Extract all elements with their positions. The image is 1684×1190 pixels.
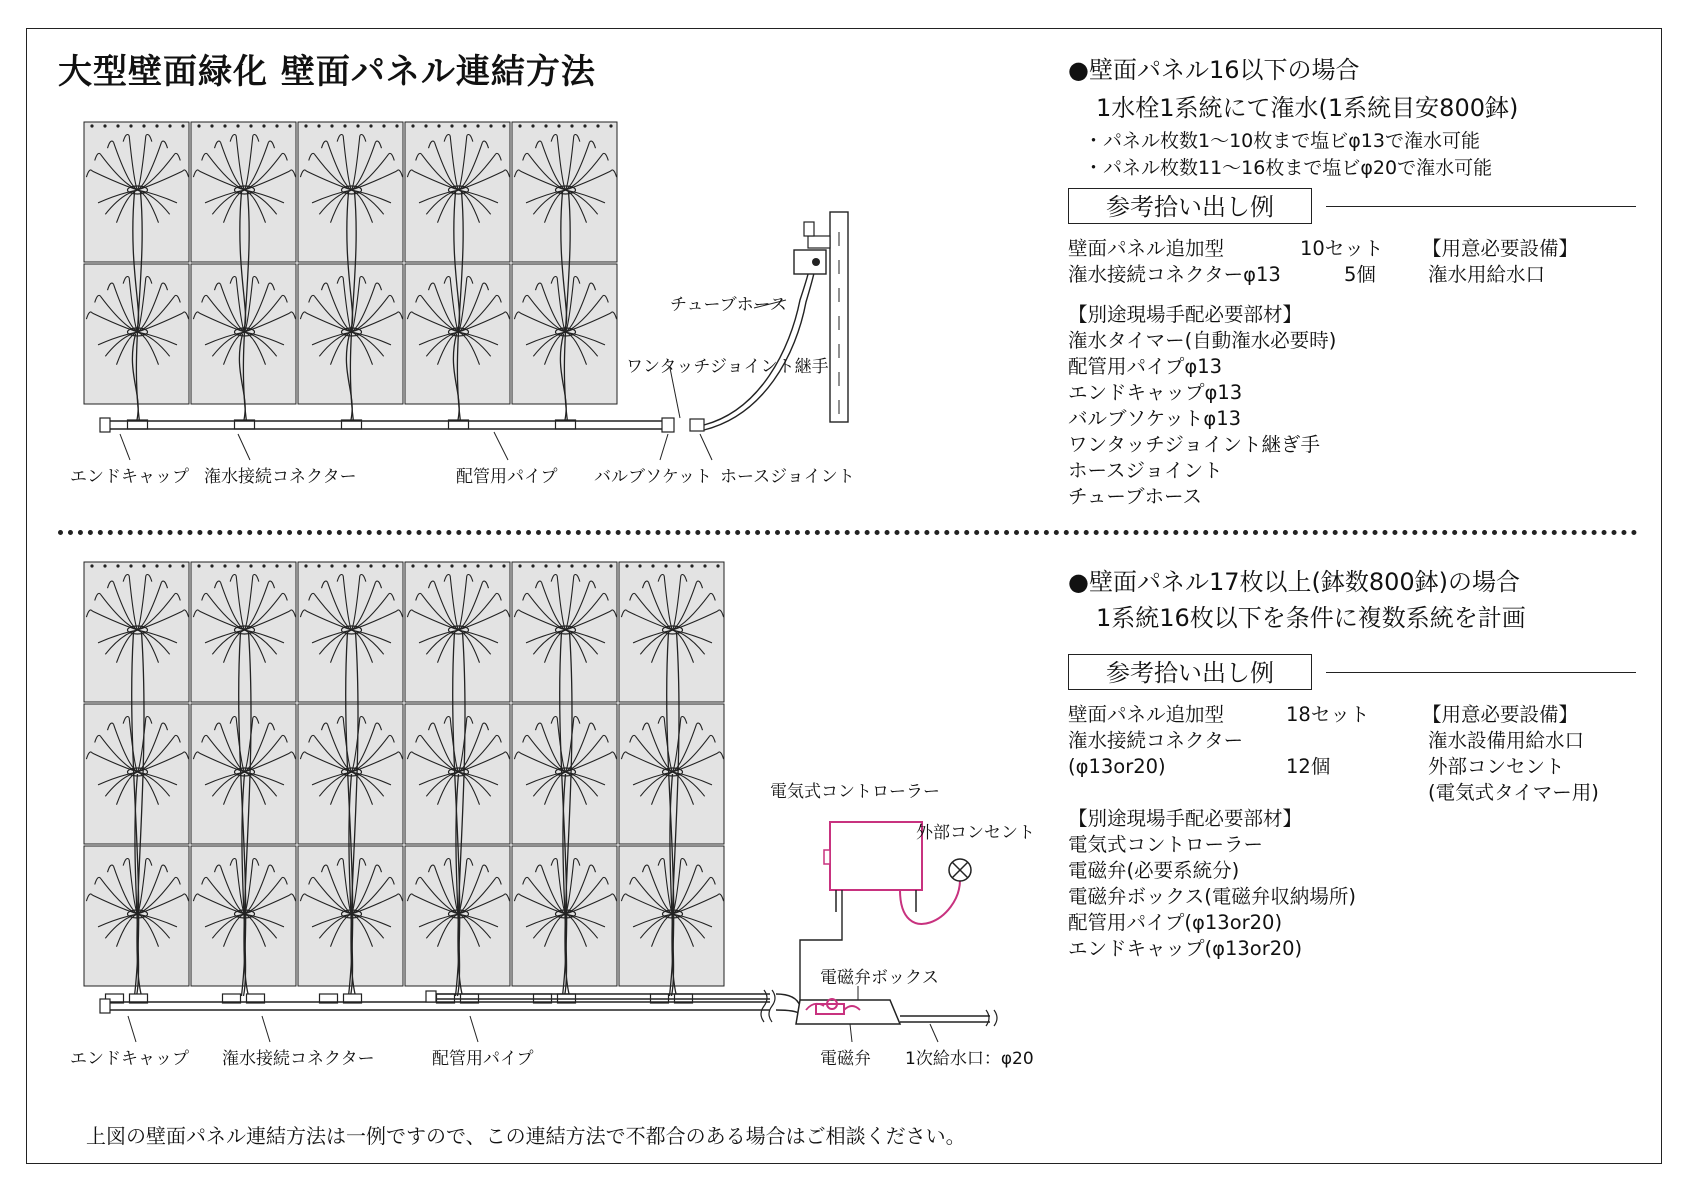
label-connector-2: 潅水接続コネクター (222, 1049, 375, 1069)
hanging-hook (690, 564, 693, 567)
section1-item-qty: 5個 (1344, 263, 1376, 286)
hanging-hook (382, 564, 385, 567)
hanging-hook (609, 564, 612, 567)
hanging-hook (489, 124, 492, 127)
hanging-hook (557, 564, 560, 567)
label-outlet: 外部コンセント (916, 823, 1035, 843)
section2-equip-item: 外部コンセント (1428, 755, 1565, 778)
section2-item-name: 壁面パネル追加型 (1068, 703, 1225, 726)
hanging-hook (223, 564, 226, 567)
hanging-hook (288, 124, 291, 127)
label-pipe-2: 配管用パイプ (432, 1049, 534, 1069)
hanging-hook (249, 124, 252, 127)
section1-extra-item: 潅水タイマー(自動潅水必要時) (1068, 329, 1337, 352)
hanging-hook (411, 564, 414, 567)
controller-latch (824, 850, 830, 864)
wall-panel (298, 562, 403, 702)
wall-panel (84, 122, 189, 262)
hanging-hook (625, 564, 628, 567)
hanging-hook (304, 124, 307, 127)
section2-equip-title: 【用意必要設備】 (1422, 703, 1579, 726)
hanging-hook (90, 564, 93, 567)
hanging-hook (168, 564, 171, 567)
hanging-hook (210, 124, 213, 127)
section2-item-name: (φ13or20) (1068, 755, 1166, 778)
hanging-hook (116, 564, 119, 567)
hanging-hook (489, 564, 492, 567)
section2-rule (1326, 672, 1636, 673)
hanging-hook (518, 124, 521, 127)
section1-item-name: 潅水接続コネクターφ13 (1068, 263, 1281, 286)
hanging-hook (450, 124, 453, 127)
hanging-hook (223, 124, 226, 127)
hanging-hook (570, 564, 573, 567)
hanging-hook (236, 564, 239, 567)
hanging-hook (502, 564, 505, 567)
wall-panel (619, 562, 724, 702)
wall-panel (298, 122, 403, 262)
hanging-hook (651, 564, 654, 567)
hanging-hook (411, 124, 414, 127)
hanging-hook (638, 564, 641, 567)
end-cap (426, 991, 436, 1002)
hanging-hook (557, 124, 560, 127)
hanging-hook (369, 564, 372, 567)
hanging-hook (262, 124, 265, 127)
hanging-hook (424, 564, 427, 567)
hanging-hook (142, 124, 145, 127)
hanging-hook (181, 124, 184, 127)
timer-dial (812, 258, 820, 266)
section2-extra-item: 配管用パイプ(φ13or20) (1068, 911, 1283, 934)
hanging-hook (330, 564, 333, 567)
wall-panel (405, 562, 510, 702)
timer-box (794, 250, 826, 274)
section-divider (58, 530, 1638, 535)
hanging-hook (544, 124, 547, 127)
section2-subheading: 1系統16枚以下を条件に複数系統を計画 (1096, 604, 1526, 632)
section2-equip-item: (電気式タイマー用) (1428, 781, 1599, 804)
hanging-hook (90, 124, 93, 127)
solenoid-valve-box (796, 1000, 900, 1024)
section1-box-label: 参考拾い出し例 (1068, 188, 1312, 224)
hanging-hook (262, 564, 265, 567)
section2-box-label: 参考拾い出し例 (1068, 654, 1312, 690)
hanging-hook (583, 124, 586, 127)
hanging-hook (596, 124, 599, 127)
hanging-hook (317, 564, 320, 567)
section1-item-name: 壁面パネル追加型 (1068, 237, 1225, 260)
hanging-hook (502, 124, 505, 127)
break-mark (986, 1010, 989, 1026)
section1-bullet: ・パネル枚数1～10枚まで塩ビφ13で潅水可能 (1084, 130, 1480, 152)
hanging-hook (703, 564, 706, 567)
section2-item-qty: 18セット (1286, 703, 1370, 726)
hanging-hook (356, 124, 359, 127)
section1-equip-title: 【用意必要設備】 (1422, 237, 1579, 260)
hanging-hook (168, 124, 171, 127)
hanging-hook (424, 124, 427, 127)
section2-extra-item: エンドキャップ(φ13or20) (1068, 937, 1303, 960)
hanging-hook (181, 564, 184, 567)
break-mark (761, 990, 767, 1022)
hanging-hook (343, 124, 346, 127)
wall-panel (405, 122, 510, 262)
section2-item-name: 潅水接続コネクター (1068, 729, 1244, 752)
hanging-hook (103, 124, 106, 127)
hanging-hook (609, 124, 612, 127)
section2-extra-item: 電気式コントローラー (1068, 833, 1264, 856)
wall-panel (84, 562, 189, 702)
wall-panel (512, 562, 617, 702)
wall-panel (191, 562, 296, 702)
hanging-hook (463, 564, 466, 567)
faucet-body (808, 236, 830, 248)
hanging-hook (275, 124, 278, 127)
hanging-hook (249, 564, 252, 567)
section2-equip-item: 潅水設備用給水口 (1428, 729, 1585, 752)
section1-extra-item: ホースジョイント (1068, 459, 1223, 482)
hanging-hook (236, 124, 239, 127)
hanging-hook (476, 124, 479, 127)
hanging-hook (103, 564, 106, 567)
leader-line (238, 434, 250, 460)
hanging-hook (304, 564, 307, 567)
section1-bullet: ・パネル枚数11～16枚まで塩ビφ20で潅水可能 (1084, 157, 1493, 179)
hanging-hook (450, 564, 453, 567)
leader-line (470, 1016, 478, 1042)
section1-extra-item: バルブソケットφ13 (1068, 407, 1242, 430)
hanging-hook (197, 124, 200, 127)
hanging-hook (677, 564, 680, 567)
pipe-bend (776, 994, 800, 1006)
pipe-bend (776, 1010, 800, 1014)
section1-item-qty: 10セット (1300, 237, 1384, 260)
label-solenoid-valve: 電磁弁 (820, 1049, 871, 1069)
label-valve-box: 電磁弁ボックス (820, 968, 939, 988)
hanging-hook (116, 124, 119, 127)
hanging-hook (129, 564, 132, 567)
hanging-hook (356, 564, 359, 567)
hanging-hook (544, 564, 547, 567)
leader-line (930, 1024, 938, 1042)
hanging-hook (275, 564, 278, 567)
label-endcap-2: エンドキャップ (70, 1049, 189, 1069)
end-cap (100, 418, 110, 432)
hanging-hook (395, 564, 398, 567)
label-onetouch-joint: ワンタッチジョイント継手 (626, 357, 829, 377)
section1-rule (1326, 206, 1636, 207)
leader-line (120, 434, 130, 460)
wall-panel (512, 122, 617, 262)
hanging-hook (382, 124, 385, 127)
hanging-hook (142, 564, 145, 567)
section2-extra-item: 電磁弁(必要系統分) (1068, 859, 1240, 882)
section1-equip-item: 潅水用給水口 (1428, 263, 1546, 286)
hanging-hook (518, 564, 521, 567)
label-pipe-1: 配管用パイプ (456, 467, 558, 487)
hanging-hook (288, 564, 291, 567)
hose-joint (690, 419, 704, 431)
section1-extra-item: ワンタッチジョイント継ぎ手 (1068, 433, 1320, 456)
hanging-hook (155, 124, 158, 127)
hanging-hook (395, 124, 398, 127)
hanging-hook (197, 564, 200, 567)
hanging-hook (531, 564, 534, 567)
footer-note: 上図の壁面パネル連結方法は一例ですので、この連結方法で不都合のある場合はご相談ください。 (86, 1124, 966, 1148)
section1-heading: ●壁面パネル16以下の場合 (1068, 56, 1360, 84)
label-primary-inlet: 1次給水口：φ20 (905, 1049, 1034, 1069)
leader-line (700, 434, 712, 460)
section2-extra-item: 電磁弁ボックス(電磁弁収納場所) (1068, 885, 1357, 908)
section1-subheading: 1水栓1系統にて潅水(1系統目安800鉢) (1096, 94, 1519, 122)
leader-line (850, 1024, 852, 1042)
hanging-hook (369, 124, 372, 127)
hanging-hook (716, 564, 719, 567)
hanging-hook (210, 564, 213, 567)
page-title: 大型壁面緑化 壁面パネル連結方法 (58, 52, 596, 92)
hanging-hook (437, 564, 440, 567)
label-valve-socket: バルブソケット (594, 467, 712, 487)
break-mark (994, 1010, 997, 1026)
wall-panel (191, 122, 296, 262)
hanging-hook (317, 124, 320, 127)
section1-extra-title: 【別途現場手配必要部材】 (1068, 303, 1303, 326)
label-endcap-1: エンドキャップ (70, 467, 189, 487)
hanging-hook (570, 124, 573, 127)
label-connector-1: 潅水接続コネクター (204, 467, 357, 487)
faucet-handle (804, 222, 814, 236)
end-cap (100, 999, 110, 1013)
hanging-hook (664, 564, 667, 567)
section2-heading: ●壁面パネル17枚以上(鉢数800鉢)の場合 (1068, 568, 1521, 596)
hanging-hook (596, 564, 599, 567)
hanging-hook (476, 564, 479, 567)
electric-controller (830, 822, 922, 890)
hanging-hook (129, 124, 132, 127)
hanging-hook (583, 564, 586, 567)
leader-line (262, 1016, 270, 1042)
section1-extra-item: エンドキャップφ13 (1068, 381, 1243, 404)
leader-line (128, 1016, 136, 1042)
leader-line (494, 432, 508, 460)
hanging-hook (463, 124, 466, 127)
hanging-hook (343, 564, 346, 567)
hanging-hook (155, 564, 158, 567)
leader-line (660, 434, 668, 460)
section1-extra-item: チューブホース (1068, 485, 1202, 508)
hanging-hook (531, 124, 534, 127)
section2-extra-title: 【別途現場手配必要部材】 (1068, 807, 1303, 830)
tube-hose (704, 250, 817, 430)
label-tube-hose: チューブホース (670, 295, 787, 315)
label-controller: 電気式コントローラー (770, 782, 940, 802)
break-mark (769, 990, 775, 1022)
section1-extra-item: 配管用パイプφ13 (1068, 355, 1223, 378)
hanging-hook (437, 124, 440, 127)
hanging-hook (330, 124, 333, 127)
section2-item-qty: 12個 (1286, 755, 1331, 778)
label-hose-joint: ホースジョイント (720, 467, 855, 487)
valve-socket (662, 418, 674, 432)
